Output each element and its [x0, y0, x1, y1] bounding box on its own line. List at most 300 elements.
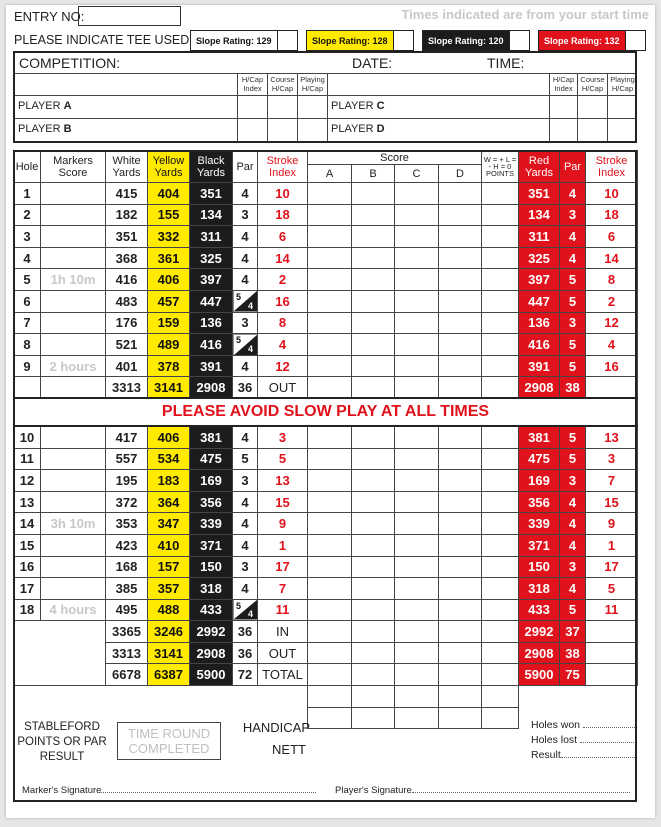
score-c-cell[interactable] — [395, 247, 439, 269]
score-b-cell[interactable] — [352, 491, 395, 513]
score-b-header: B — [352, 165, 395, 183]
score-c-cell[interactable] — [395, 204, 439, 226]
score-a-cell[interactable] — [308, 491, 352, 513]
score-b-cell[interactable] — [352, 290, 395, 312]
score-b-cell[interactable] — [352, 686, 395, 708]
black-yards: 416 — [190, 334, 233, 356]
markers-score-cell[interactable] — [41, 534, 106, 556]
score-d-total[interactable] — [439, 664, 482, 686]
score-a-cell[interactable] — [308, 707, 352, 729]
score-b-cell[interactable] — [352, 707, 395, 729]
score-a-cell[interactable] — [308, 355, 352, 377]
score-c-cell[interactable] — [395, 534, 439, 556]
date-label: DATE: — [352, 55, 393, 71]
score-c-total[interactable] — [395, 377, 439, 399]
hole-number: 3 — [14, 226, 41, 248]
red-par: 3 — [560, 556, 586, 578]
tee-black-checkbox[interactable] — [510, 31, 529, 50]
points-cell[interactable] — [482, 334, 519, 356]
markers-score-cell[interactable]: 3h 10m — [41, 513, 106, 535]
black-header: Black Yards — [190, 151, 233, 183]
marker-signature-line[interactable]: Marker's Signature — [22, 784, 316, 796]
hole-row — [14, 183, 638, 205]
par: 5 — [233, 448, 258, 470]
score-d-cell[interactable] — [439, 312, 482, 334]
points-cell[interactable] — [482, 599, 519, 621]
score-c-cell[interactable] — [395, 448, 439, 470]
par: 4 — [233, 269, 258, 291]
points-cell[interactable] — [482, 204, 519, 226]
hole-row — [14, 226, 638, 248]
hole-row — [14, 355, 638, 377]
points-cell[interactable] — [482, 491, 519, 513]
score-d-cell[interactable] — [439, 599, 482, 621]
hole-row — [14, 247, 638, 269]
score-a-cell[interactable] — [308, 426, 352, 448]
score-d-cell[interactable] — [439, 355, 482, 377]
black-yards: 134 — [190, 204, 233, 226]
black-yards: 356 — [190, 491, 233, 513]
holes-won-line[interactable]: Holes won — [531, 718, 635, 733]
points-cell[interactable] — [482, 556, 519, 578]
score-b-cell[interactable] — [352, 556, 395, 578]
blank — [586, 642, 638, 664]
score-a-cell[interactable] — [308, 334, 352, 356]
total-label: OUT — [258, 377, 308, 399]
par: 3 — [233, 312, 258, 334]
score-a-cell[interactable] — [308, 686, 352, 708]
total-label: TOTAL — [258, 664, 308, 686]
score-a-cell[interactable] — [308, 290, 352, 312]
red-yards: 339 — [519, 513, 560, 535]
divider — [267, 73, 268, 141]
markers-score-cell[interactable] — [41, 226, 106, 248]
red-yards: 351 — [519, 183, 560, 205]
stroke-index: 6 — [258, 226, 308, 248]
score-c-cell[interactable] — [395, 355, 439, 377]
markers-score-cell[interactable] — [41, 578, 106, 600]
hole-row — [14, 578, 638, 600]
red-stroke-index: 2 — [586, 290, 638, 312]
markers-score-cell[interactable]: 1h 10m — [41, 269, 106, 291]
score-d-total[interactable] — [439, 642, 482, 664]
score-d-cell[interactable] — [439, 448, 482, 470]
score-a-cell[interactable] — [308, 534, 352, 556]
score-c-cell[interactable] — [395, 707, 439, 729]
stroke-index: 15 — [258, 491, 308, 513]
red-par: 3 — [560, 470, 586, 492]
white-yards: 401 — [106, 355, 148, 377]
markers-score-cell[interactable] — [41, 334, 106, 356]
score-c-cell[interactable] — [395, 426, 439, 448]
red-yards: 356 — [519, 491, 560, 513]
points-cell[interactable] — [482, 183, 519, 205]
slow-play-banner: PLEASE AVOID SLOW PLAY AT ALL TIMES — [14, 398, 638, 426]
score-b-cell[interactable] — [352, 226, 395, 248]
score-b-cell[interactable] — [352, 470, 395, 492]
score-d-cell[interactable] — [439, 578, 482, 600]
red-yards: 391 — [519, 355, 560, 377]
score-c-cell[interactable] — [395, 599, 439, 621]
times-note: Times indicated are from your start time — [401, 7, 649, 22]
red-par: 5 — [560, 290, 586, 312]
hole-number: 8 — [14, 334, 41, 356]
score-c-total[interactable] — [395, 621, 439, 643]
score-d-cell[interactable] — [439, 247, 482, 269]
divider — [297, 73, 298, 141]
hole-number: 6 — [14, 290, 41, 312]
score-b-total[interactable] — [352, 377, 395, 399]
points-cell[interactable] — [482, 513, 519, 535]
score-b-cell[interactable] — [352, 204, 395, 226]
yellow-yards: 489 — [148, 334, 190, 356]
markers-header: Markers Score — [41, 151, 106, 183]
red-total: 2908 — [519, 377, 560, 399]
points-cell[interactable] — [482, 247, 519, 269]
stroke-index: 11 — [258, 599, 308, 621]
player-c-label: PLAYER C — [331, 100, 385, 112]
score-d-cell[interactable] — [439, 556, 482, 578]
tee-white-checkbox[interactable] — [278, 31, 297, 50]
score-d-cell[interactable] — [439, 426, 482, 448]
markers-score-cell[interactable]: 4 hours — [41, 599, 106, 621]
total-label: OUT — [258, 642, 308, 664]
nett-label: NETT — [272, 742, 306, 757]
stroke-index: 13 — [258, 470, 308, 492]
stableford-label: STABLEFORD POINTS OR PAR RESULT — [17, 721, 107, 763]
score-b-cell[interactable] — [352, 247, 395, 269]
hcap-index-header-right: H/Cap Index — [549, 73, 577, 95]
red-stroke-index: 12 — [586, 312, 638, 334]
score-d-cell[interactable] — [439, 707, 482, 729]
slow-play-row — [14, 398, 638, 426]
hole-row — [14, 448, 638, 470]
player-b-row[interactable] — [15, 118, 635, 141]
playing-hcap-header-left: Playing H/Cap — [297, 73, 327, 95]
score-d-cell[interactable] — [439, 534, 482, 556]
blank — [14, 621, 106, 686]
red-stroke-index: 16 — [586, 355, 638, 377]
score-a-cell[interactable] — [308, 448, 352, 470]
red-stroke-index: 6 — [586, 226, 638, 248]
points-cell[interactable] — [482, 312, 519, 334]
black-total: 2992 — [190, 621, 233, 643]
yellow-yards: 404 — [148, 183, 190, 205]
black-yards: 447 — [190, 290, 233, 312]
black-yards: 325 — [190, 247, 233, 269]
score-d-cell[interactable] — [439, 204, 482, 226]
score-b-cell[interactable] — [352, 513, 395, 535]
score-d-cell[interactable] — [439, 334, 482, 356]
score-c-cell[interactable] — [395, 226, 439, 248]
score-a-total[interactable] — [308, 642, 352, 664]
yellow-yards: 488 — [148, 599, 190, 621]
divider — [549, 73, 550, 141]
tee-red-checkbox[interactable] — [626, 31, 645, 50]
markers-score-cell[interactable] — [41, 204, 106, 226]
red-par: 5 — [560, 355, 586, 377]
red-par: 5 — [560, 448, 586, 470]
hole-row — [14, 556, 638, 578]
score-a-cell[interactable] — [308, 269, 352, 291]
score-b-cell[interactable] — [352, 534, 395, 556]
player-a-row[interactable] — [15, 95, 635, 119]
score-d-cell[interactable] — [439, 686, 482, 708]
par-split — [233, 599, 258, 621]
red-stroke-index: 3 — [586, 448, 638, 470]
score-a-cell[interactable] — [308, 183, 352, 205]
hole-number: 17 — [14, 578, 41, 600]
score-b-total[interactable] — [352, 621, 395, 643]
white-yards: 495 — [106, 599, 148, 621]
hole-row — [14, 426, 638, 448]
points-cell[interactable] — [482, 534, 519, 556]
blank — [519, 686, 638, 708]
red-yards: 169 — [519, 470, 560, 492]
score-a-total[interactable] — [308, 621, 352, 643]
points-total[interactable] — [482, 621, 519, 643]
markers-score-cell[interactable] — [41, 312, 106, 334]
stroke-index: 18 — [258, 204, 308, 226]
score-a-cell[interactable] — [308, 578, 352, 600]
score-d-cell[interactable] — [439, 290, 482, 312]
par-black: 4 — [247, 343, 253, 354]
score-c-cell[interactable] — [395, 491, 439, 513]
points-cell[interactable] — [482, 578, 519, 600]
markers-score-cell[interactable] — [41, 470, 106, 492]
red-par: 3 — [560, 312, 586, 334]
score-a-total[interactable] — [308, 377, 352, 399]
tee-red — [538, 30, 646, 51]
red-yards: 136 — [519, 312, 560, 334]
points-cell[interactable] — [482, 269, 519, 291]
entry-number-field[interactable] — [78, 6, 181, 26]
score-d-cell[interactable] — [439, 513, 482, 535]
player-d-label: PLAYER D — [331, 123, 385, 135]
red-yards: 311 — [519, 226, 560, 248]
black-yards: 391 — [190, 355, 233, 377]
yellow-total: 3141 — [148, 642, 190, 664]
score-c-header: C — [395, 165, 439, 183]
markers-score-cell[interactable] — [41, 183, 106, 205]
red-par: 4 — [560, 578, 586, 600]
score-d-total[interactable] — [439, 621, 482, 643]
markers-score-cell[interactable]: 2 hours — [41, 355, 106, 377]
points-cell[interactable] — [482, 686, 519, 708]
red-par-header: Par — [560, 151, 586, 183]
score-c-cell[interactable] — [395, 556, 439, 578]
red-par: 5 — [560, 426, 586, 448]
hole-number: 11 — [14, 448, 41, 470]
black-total: 2908 — [190, 377, 233, 399]
score-d-cell[interactable] — [439, 470, 482, 492]
points-cell[interactable] — [482, 470, 519, 492]
hole-number: 4 — [14, 247, 41, 269]
stroke-index: 12 — [258, 355, 308, 377]
time-round-completed-box[interactable]: TIME ROUND COMPLETED — [117, 722, 221, 760]
par: 4 — [233, 355, 258, 377]
score-c-cell[interactable] — [395, 183, 439, 205]
score-a-cell[interactable] — [308, 599, 352, 621]
tee-yellow-checkbox[interactable] — [394, 31, 413, 50]
score-a-cell[interactable] — [308, 204, 352, 226]
markers-score-cell[interactable] — [41, 491, 106, 513]
points-total[interactable] — [482, 664, 519, 686]
red-yards: 381 — [519, 426, 560, 448]
par: 3 — [233, 556, 258, 578]
score-c-cell[interactable] — [395, 513, 439, 535]
par-white: 5 — [236, 335, 242, 346]
player-signature-line[interactable]: Player's Signature — [335, 784, 630, 796]
points-header: W = + L = - H = 0 POINTS — [482, 151, 519, 183]
result-line[interactable]: Result — [531, 748, 635, 763]
red-stroke-index: 5 — [586, 578, 638, 600]
players-panel — [13, 51, 637, 143]
points-cell[interactable] — [482, 226, 519, 248]
competition-row — [15, 53, 635, 74]
score-c-cell[interactable] — [395, 290, 439, 312]
score-a-cell[interactable] — [308, 247, 352, 269]
yellow-yards: 406 — [148, 269, 190, 291]
score-b-cell[interactable] — [352, 183, 395, 205]
white-total: 3365 — [106, 621, 148, 643]
stroke-index: 9 — [258, 513, 308, 535]
stroke-index: 7 — [258, 578, 308, 600]
red-stroke-index: 11 — [586, 599, 638, 621]
par-split — [233, 334, 258, 356]
red-par: 4 — [560, 513, 586, 535]
score-b-cell[interactable] — [352, 599, 395, 621]
score-b-cell[interactable] — [352, 578, 395, 600]
holes-lost-line[interactable]: Holes lost — [531, 733, 635, 748]
par: 4 — [233, 426, 258, 448]
tee-black — [422, 30, 530, 51]
hole-row — [14, 534, 638, 556]
black-yards: 169 — [190, 470, 233, 492]
score-header: Score — [308, 151, 482, 165]
red-yards: 447 — [519, 290, 560, 312]
white-yards: 351 — [106, 226, 148, 248]
black-yards: 150 — [190, 556, 233, 578]
score-b-total[interactable] — [352, 664, 395, 686]
score-a-total[interactable] — [308, 664, 352, 686]
hole-row — [14, 334, 638, 356]
score-b-cell[interactable] — [352, 355, 395, 377]
score-a-cell[interactable] — [308, 312, 352, 334]
slope-white-label: Slope Rating: 129 — [191, 31, 278, 50]
blank — [14, 377, 41, 399]
par: 4 — [233, 226, 258, 248]
par-black: 4 — [247, 300, 253, 311]
score-c-total[interactable] — [395, 642, 439, 664]
black-yards: 311 — [190, 226, 233, 248]
white-yards: 353 — [106, 513, 148, 535]
slope-yellow-label: Slope Rating: 128 — [307, 31, 394, 50]
stroke-index: 1 — [258, 534, 308, 556]
red-stroke-index: 4 — [586, 334, 638, 356]
score-c-cell[interactable] — [395, 334, 439, 356]
score-a-cell[interactable] — [308, 556, 352, 578]
score-a-cell[interactable] — [308, 470, 352, 492]
score-d-total[interactable] — [439, 377, 482, 399]
score-a-cell[interactable] — [308, 513, 352, 535]
score-d-header: D — [439, 165, 482, 183]
score-b-cell[interactable] — [352, 269, 395, 291]
markers-score-cell[interactable] — [41, 448, 106, 470]
hole-row — [14, 204, 638, 226]
red-par-total: 37 — [560, 621, 586, 643]
markers-score-cell[interactable] — [41, 556, 106, 578]
score-d-cell[interactable] — [439, 226, 482, 248]
score-b-cell[interactable] — [352, 426, 395, 448]
yellow-total: 6387 — [148, 664, 190, 686]
score-b-cell[interactable] — [352, 334, 395, 356]
hole-number: 2 — [14, 204, 41, 226]
red-par: 4 — [560, 247, 586, 269]
player-b-label: PLAYER B — [18, 123, 72, 135]
black-yards: 136 — [190, 312, 233, 334]
points-cell[interactable] — [482, 707, 519, 729]
red-stroke-index: 17 — [586, 556, 638, 578]
white-yards: 372 — [106, 491, 148, 513]
stroke-index: 14 — [258, 247, 308, 269]
handicap-row — [14, 686, 638, 708]
white-yards: 423 — [106, 534, 148, 556]
score-c-cell[interactable] — [395, 269, 439, 291]
score-c-cell[interactable] — [395, 470, 439, 492]
handicap-header-row — [15, 73, 635, 96]
hole-number: 9 — [14, 355, 41, 377]
points-total[interactable] — [482, 642, 519, 664]
score-c-cell[interactable] — [395, 312, 439, 334]
white-total: 6678 — [106, 664, 148, 686]
red-par: 4 — [560, 534, 586, 556]
score-d-cell[interactable] — [439, 269, 482, 291]
yellow-yards: 332 — [148, 226, 190, 248]
yellow-yards: 347 — [148, 513, 190, 535]
red-yards: 397 — [519, 269, 560, 291]
points-cell[interactable] — [482, 426, 519, 448]
markers-score-cell[interactable] — [41, 426, 106, 448]
markers-score-cell[interactable] — [41, 247, 106, 269]
red-stroke-index: 13 — [586, 426, 638, 448]
points-total[interactable] — [482, 377, 519, 399]
score-a-cell[interactable] — [308, 226, 352, 248]
white-yards: 195 — [106, 470, 148, 492]
yellow-yards: 357 — [148, 578, 190, 600]
yellow-yards: 378 — [148, 355, 190, 377]
yellow-yards: 406 — [148, 426, 190, 448]
score-c-cell[interactable] — [395, 578, 439, 600]
tee-yellow — [306, 30, 414, 51]
yellow-yards: 183 — [148, 470, 190, 492]
score-b-total[interactable] — [352, 642, 395, 664]
score-b-cell[interactable] — [352, 448, 395, 470]
score-d-cell[interactable] — [439, 491, 482, 513]
white-yards: 176 — [106, 312, 148, 334]
score-b-cell[interactable] — [352, 312, 395, 334]
points-cell[interactable] — [482, 448, 519, 470]
par: 4 — [233, 491, 258, 513]
score-c-cell[interactable] — [395, 686, 439, 708]
stroke-index: 10 — [258, 183, 308, 205]
score-d-cell[interactable] — [439, 183, 482, 205]
points-cell[interactable] — [482, 290, 519, 312]
score-c-total[interactable] — [395, 664, 439, 686]
points-cell[interactable] — [482, 355, 519, 377]
black-yards: 397 — [190, 269, 233, 291]
markers-score-cell[interactable] — [41, 290, 106, 312]
